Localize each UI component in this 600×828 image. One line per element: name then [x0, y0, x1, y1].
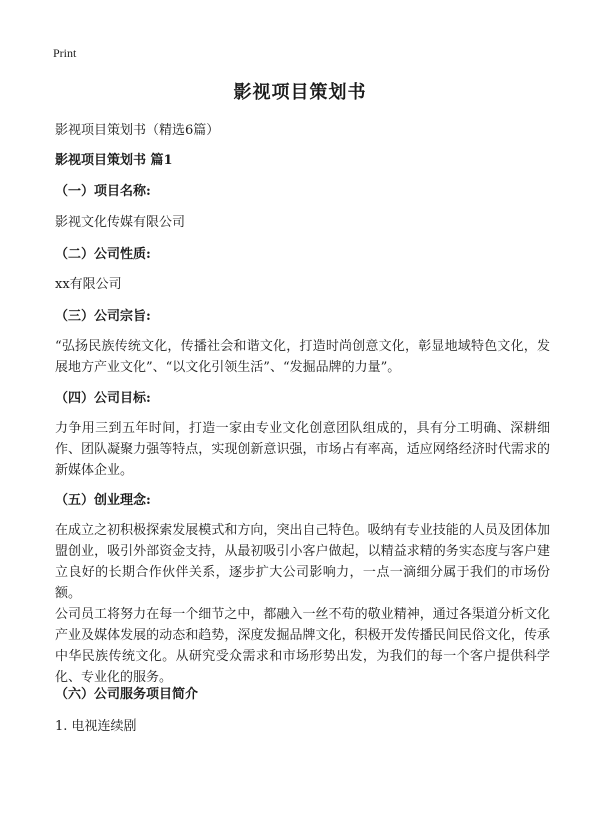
- section-heading-business-philosophy: （五）创业理念:: [55, 493, 151, 508]
- section-body-project-name: 影视文化传媒有限公司: [55, 215, 186, 230]
- section-body-company-goal: 力争用三到五年时间，打造一家由专业文化创意团队组成的，具有分工明确、深耕细作、团队凝聚力强等特点，实现创新意识强，市场占有率高，适应网络经济时代需求的新媒体企业。: [55, 421, 550, 478]
- section-body-company-nature: xx有限公司: [55, 277, 122, 292]
- article-heading: 影视项目策划书 篇1: [55, 153, 173, 168]
- section-body-business-philosophy-2: 公司员工将努力在每一个细节之中，都融入一丝不苟的敬业精神，通过各渠道分析文化产业及媒体发展的动态和趋势，深度发掘品牌文化，积极开发传播民间民俗文化，传承中华民族传统文化。从研究受众需求和市场形势出发，为我们的每一个客户提供科学化、专业化的服务。: [55, 607, 550, 685]
- section-heading-company-nature: （二）公司性质:: [55, 247, 151, 262]
- section-body-company-purpose: “弘扬民族传统文化，传播社会和谐文化，打造时尚创意文化，彰显地域特色文化，发展地方产业文化”、“以文化引领生活”、“发掘品牌的力量”。: [55, 339, 550, 375]
- section-body-business-philosophy: 在成立之初积极探索发展模式和方向，突出自己特色。吸纳有专业技能的人员及团体加盟创业，吸引外部资金支持，从最初吸引小客户做起，以精益求精的务实态度与客户建立良好的长期合作伙伴关系，逐步扩大公司影响力，一点一滴细分属于我们的市场份额。: [55, 523, 550, 601]
- document-subtitle: 影视项目策划书（精选6篇）: [55, 123, 220, 138]
- print-link[interactable]: Print: [53, 46, 77, 60]
- section-heading-company-purpose: （三）公司宗旨:: [55, 309, 151, 324]
- service-item-tv-series: 1. 电视连续剧: [55, 719, 137, 734]
- section-heading-project-name: （一）项目名称:: [55, 184, 151, 199]
- section-heading-company-goal: （四）公司目标:: [55, 391, 151, 406]
- document-title: 影视项目策划书: [233, 82, 367, 103]
- section-heading-service-intro: （六）公司服务项目简介: [55, 687, 199, 702]
